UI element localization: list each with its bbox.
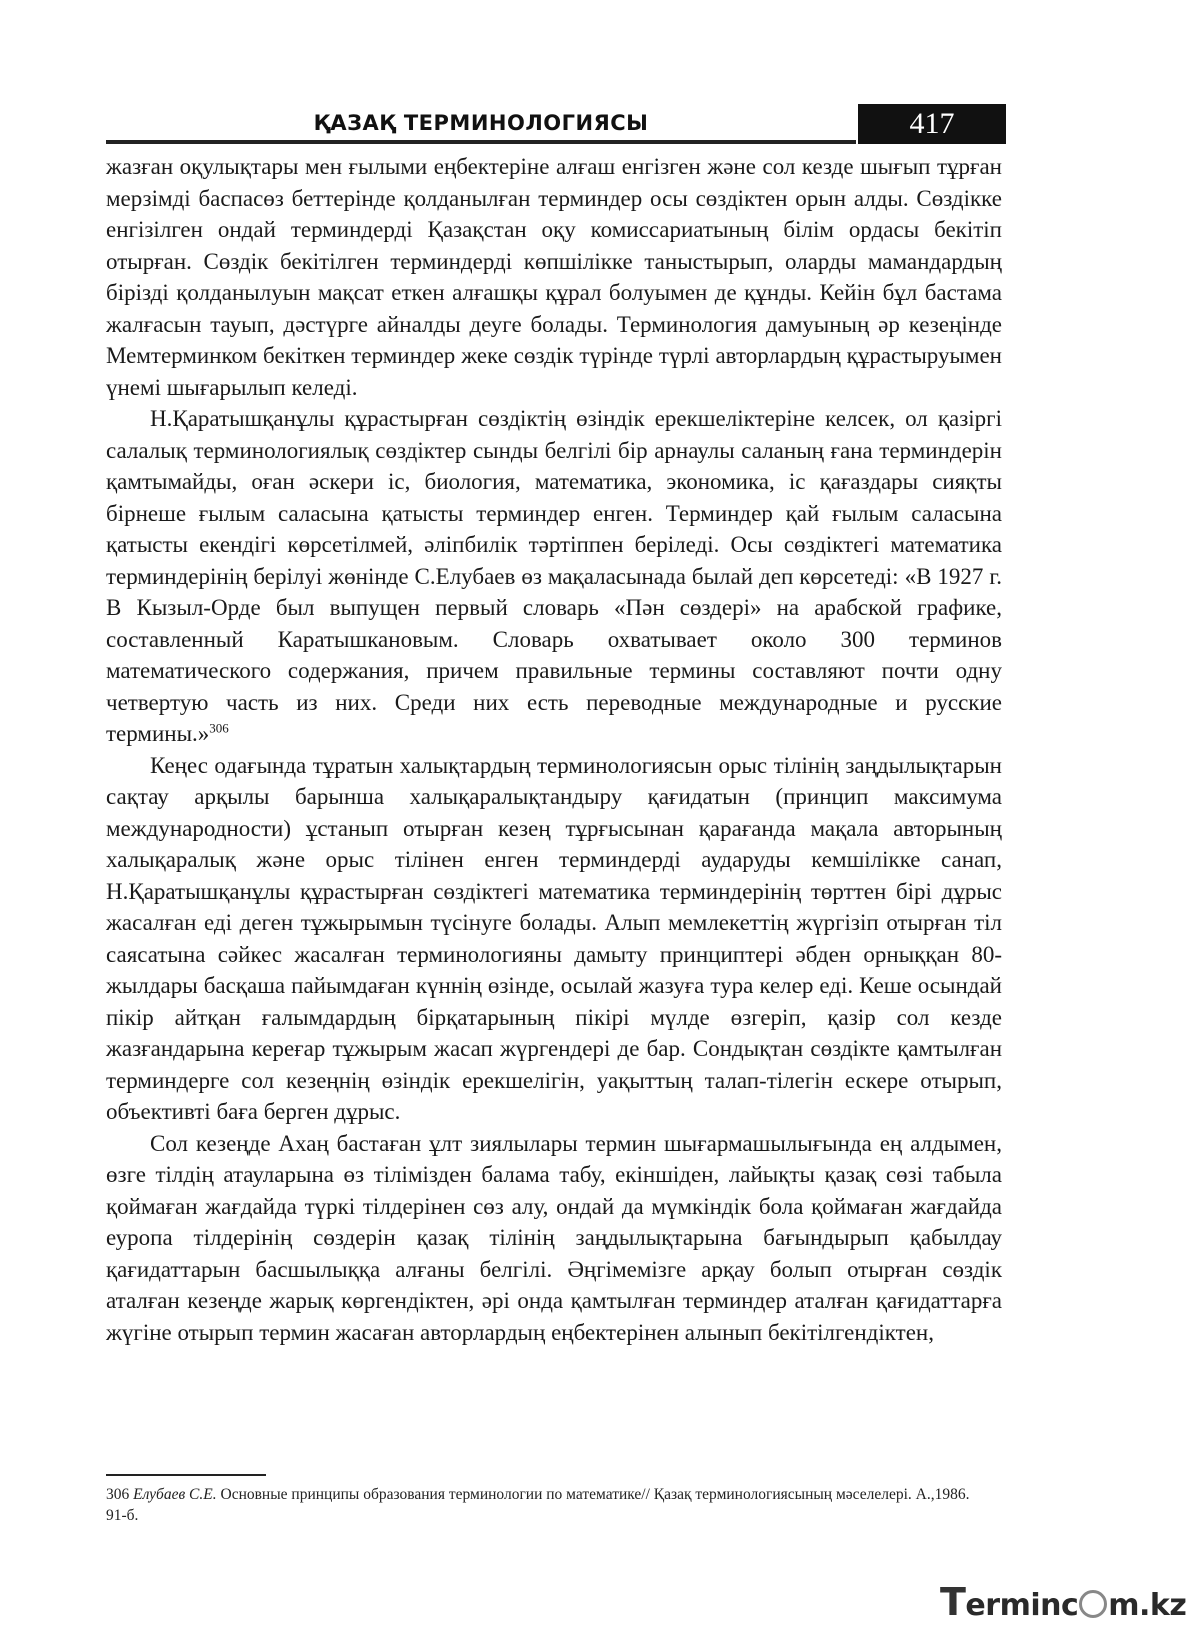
footnote-reference: 306 [209, 720, 229, 736]
paragraph-3: Кеңес одағында тұратын халықтардың терминологиясын орыс тілінің заңдылықтарын сақтау арқылы барынша халықаралықтандыру қағидатын (принцип максимума международности) ұстанып отырған кезең тұрғысынан қарағанда мақала авторының халықаралық және орыс тілінен енген терминдерді аударуды кемшілікке санап, Н.Қаратышқанұлы құрастырған сөздіктегі математика терминдерінің төрттен бірі дұрыс жасалған еді деген тұжырымын түсінуге болады. Алып мемлекеттің жүргізіп отырған тіл саясатына сәйкес жасалған терминологияны дамыту принциптері әбден орныққан 80-жылдары басқаша пайымдаған күннің өзінде, осылай жазуға тура келер еді. Кеше осындай пікір айтқан ғалымдардың бірқатарының пікірі мүлде өзгеріп, қазір сол кезде жазғандарына кереғар тұжырым жасап жүргендері де бар. Сондықтан сөздікте қамтылған терминдерге сол кезеңнің өзіндік ерекшелігін, уақыттың талап-тілегін ескере отырып, объективті баға берген дұрыс. [106, 752, 1002, 1124]
footnote [106, 1484, 986, 1526]
paragraph-4: Сол кезеңде Ахаң бастаған ұлт зиялылары термин шығармашылығында ең алдымен, өзге тілдің атауларына өз тілімізден балама табу, екіншіден, лайықты қазақ сөзі табыла қоймаған жағдайда түркі тілдерінен сөз алу, ондай да мүмкіндік бола қоймаған жағдайда еуропа тілдерінің сөздерін қазақ тілінің заңдылықтарына бағындырып қабылдау қағидаттарын басшылыққа алғаны белгілі. Әңгімемізге арқау болып отырған сөздік аталған кезеңде жарық көргендіктен, әрі онда қамтылған терминдер аталған қағидаттарға жүгіне отырып термин жасаған авторлардың еңбектерінен алынып бекітілгендіктен, [106, 1130, 1002, 1345]
footnote-text: Основные принципы образования терминологии по математике// Қазақ терминологиясының мәселелері. А.,1986. 91-б. [106, 1486, 970, 1524]
logo-letter: T [940, 1580, 966, 1624]
page-number: 417 [858, 104, 1006, 144]
logo-text-2: m.kz [1108, 1588, 1186, 1623]
paragraph-2 [106, 403, 1002, 750]
header-rule [106, 140, 856, 144]
paragraph-2-text: Н.Қаратышқанұлы құрастырған сөздіктің өзіндік ерекшеліктеріне келсек, ол қазіргі салалық терминологиялық сөздіктер сынды белгілі бір арнаулы саланың ғана терминдерін қамтымайды, оған әскери іс, биология, математика, экономика, іс қағаздары сияқты бірнеше ғылым саласына қатысты терминдер енген. Терминдер қай ғылым саласына қатысты екендігі көрсетілмей, әліпбилік тәртіппен беріледі. Осы сөздіктегі математика терминдерінің берілуі жөнінде С.Елубаев өз мақаласынада былай деп көрсетеді: «В 1927 г. В Кызыл-Орде был выпущен первый словарь «Пән сөздері» на арабской графике, составленный Каратышкановым. Словарь охватывает около 300 терминов математического содержания, причем правильные термины составляют почти одну четвертую часть из них. Среди них есть переводные международные и русские термины.» [106, 406, 1002, 746]
body-text [106, 151, 1002, 1348]
footnote-author: Елубаев С.Е. [133, 1486, 217, 1503]
logo-text-1: erminc [965, 1588, 1079, 1623]
running-title: ҚАЗАҚ ТЕРМИНОЛОГИЯСЫ [313, 111, 649, 135]
page-header [106, 104, 1006, 146]
paragraph-1: жазған оқулықтары мен ғылыми еңбектеріне алғаш енгізген және сол кезде шығып тұрған мерзімді баспасөз беттерінде қолданылған терминдер осы сөздіктен орын алды. Сөздікке енгізілген ондай терминдерді Қазақстан оқу комиссариатының білім ордасы бекітіп отырған. Сөздік бекітілген терминдерді көпшілікке таныстырып, оларды мамандардың бірізді қолданылуын мақсат еткен алғашқы құрал болуымен де құнды. Кейін бұл бастама жалғасын тауып, дәстүрге айналды деуге болады. Терминология дамуының әр кезеңінде Мемтерминком бекіткен терминдер жеке сөздік түрінде түрлі авторлардың құрастыруымен үнемі шығарылып келеді. [106, 154, 1002, 400]
logo-swirl-icon [1079, 1590, 1107, 1618]
site-logo [940, 1580, 1186, 1624]
footnote-number: 306 [106, 1486, 130, 1503]
footnote-rule [106, 1474, 266, 1476]
